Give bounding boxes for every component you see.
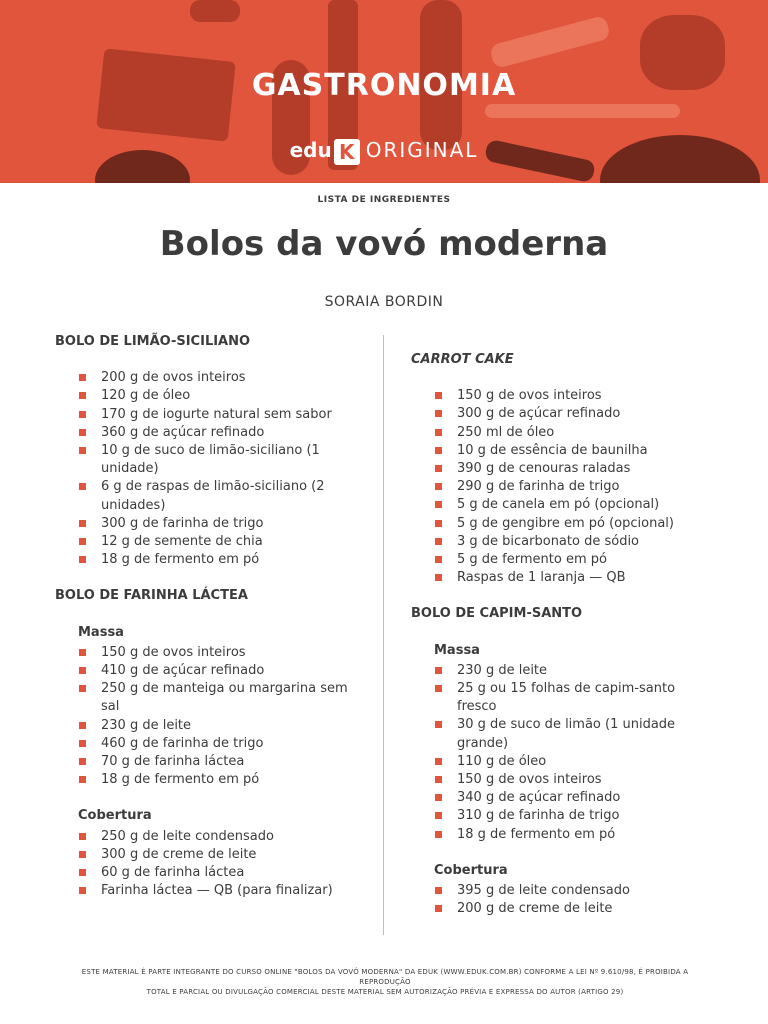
ingredient-item: 410 g de açúcar refinado (55, 662, 355, 680)
bullet-icon (435, 447, 442, 454)
bullet-icon (435, 667, 442, 674)
bullet-icon (79, 776, 86, 783)
bullet-icon (435, 410, 442, 417)
ingredient-item: 6 g de raspas de limão-siciliano (2 unidades) (55, 478, 355, 514)
ingredient-list (411, 662, 711, 844)
bullet-icon (435, 465, 442, 472)
ingredient-item: 25 g ou 15 folhas de capim-santo fresco (411, 680, 711, 716)
bullet-icon (79, 447, 86, 454)
brand-suffix: ORIGINAL (365, 138, 479, 162)
doc-kicker: LISTA DE INGREDIENTES (317, 195, 451, 205)
brand-prefix: edu (289, 138, 332, 162)
ingredient-list (411, 882, 711, 918)
ingredient-item: 395 g de leite condensado (411, 882, 711, 900)
bullet-icon (79, 429, 86, 436)
ingredient-item: 120 g de óleo (55, 387, 355, 405)
ingredient-item: 290 g de farinha de trigo (411, 478, 711, 496)
eduk-original-logo (0, 138, 768, 165)
bullet-icon (79, 556, 86, 563)
bullet-icon (79, 887, 86, 894)
copyright-footer (60, 967, 710, 997)
bullet-icon (79, 685, 86, 692)
ingredient-item: 200 g de ovos inteiros (55, 369, 355, 387)
ingredient-item: 18 g de fermento em pó (411, 826, 711, 844)
ingredient-item: 12 g de semente de chia (55, 533, 355, 551)
footer-line: TOTAL E PARCIAL OU DIVULGAÇÃO COMERCIAL DESTE MATERIAL SEM AUTORIZAÇÃO PRÉVIA E EXPRESSA DO AUTOR (ARTIGO 29) (146, 988, 624, 996)
bullet-icon (79, 411, 86, 418)
ingredient-item: 300 g de açúcar refinado (411, 405, 711, 423)
ingredient-item: 5 g de gengibre em pó (opcional) (411, 515, 711, 533)
ingredient-item: 300 g de farinha de trigo (55, 515, 355, 533)
recipe-title: BOLO DE FARINHA LÁCTEA (55, 588, 248, 604)
ingredient-item: 360 g de açúcar refinado (55, 424, 355, 442)
recipe-title: CARROT CAKE (411, 352, 514, 367)
bullet-icon (435, 520, 442, 527)
ingredient-item: 150 g de ovos inteiros (411, 771, 711, 789)
bullet-icon (435, 685, 442, 692)
bullet-icon (79, 667, 86, 674)
ingredient-item: 10 g de essência de baunilha (411, 442, 711, 460)
bullet-icon (435, 538, 442, 545)
bullet-icon (79, 649, 86, 656)
ingredient-item: 70 g de farinha láctea (55, 753, 355, 771)
ingredient-item: 10 g de suco de limão-siciliano (1 unidade) (55, 442, 355, 478)
ingredient-item: 250 ml de óleo (411, 424, 711, 442)
bullet-icon (79, 833, 86, 840)
ingredient-item: 150 g de ovos inteiros (55, 644, 355, 662)
ingredient-item: 340 g de açúcar refinado (411, 789, 711, 807)
ingredient-item: 5 g de canela em pó (opcional) (411, 496, 711, 514)
ingredient-item: Farinha láctea — QB (para finalizar) (55, 882, 355, 900)
doc-author: SORAIA BORDIN (324, 294, 444, 310)
ingredient-list (55, 828, 355, 901)
ingredient-list (411, 387, 711, 587)
ingredient-item: 310 g de farinha de trigo (411, 807, 711, 825)
right-column (411, 351, 711, 936)
ingredient-item: 250 g de leite condensado (55, 828, 355, 846)
bullet-icon (435, 831, 442, 838)
footer-line: ESTE MATERIAL É PARTE INTEGRANTE DO CURSO ONLINE "BOLOS DA VOVÓ MODERNA" DA EDUK (WWW.EDUK.COM.BR) CONFORME A LEI Nº 9.610/98, É PROIBIDA A REPRODUÇÃO (81, 968, 689, 986)
bullet-icon (435, 776, 442, 783)
bullet-icon (435, 429, 442, 436)
bullet-icon (435, 905, 442, 912)
bullet-icon (79, 538, 86, 545)
bullet-icon (79, 722, 86, 729)
ingredient-item: 230 g de leite (411, 662, 711, 680)
bullet-icon (79, 740, 86, 747)
ingredient-item: 60 g de farinha láctea (55, 864, 355, 882)
ingredient-item: Raspas de 1 laranja — QB (411, 569, 711, 587)
ingredient-item: 5 g de fermento em pó (411, 551, 711, 569)
bullet-icon (435, 574, 442, 581)
brand-k-icon: K (334, 139, 360, 165)
ingredient-item: 150 g de ovos inteiros (411, 387, 711, 405)
bullet-icon (79, 758, 86, 765)
bullet-icon (435, 501, 442, 508)
doc-title: Bolos da vovó moderna (159, 224, 609, 264)
ingredient-item: 30 g de suco de limão (1 unidade grande) (411, 716, 711, 752)
whisk-icon (485, 104, 680, 118)
ingredient-item: 110 g de óleo (411, 753, 711, 771)
ingredient-item: 200 g de creme de leite (411, 900, 711, 918)
ingredient-item: 170 g de iogurte natural sem sabor (55, 406, 355, 424)
left-column (55, 333, 355, 918)
bullet-icon (79, 851, 86, 858)
scissors-icon (190, 0, 240, 22)
subsection-title: Cobertura (434, 862, 508, 878)
juicer-icon (489, 15, 611, 69)
ingredient-item: 3 g de bicarbonato de sódio (411, 533, 711, 551)
ingredient-list (55, 369, 355, 569)
recipe-title: BOLO DE CAPIM-SANTO (411, 606, 583, 622)
subsection-title: Massa (78, 624, 124, 640)
bullet-icon (435, 483, 442, 490)
ingredient-item: 250 g de manteiga ou margarina sem sal (55, 680, 355, 716)
subsection-title: Massa (434, 642, 480, 658)
bullet-icon (79, 520, 86, 527)
bullet-icon (435, 721, 442, 728)
banner-title: GASTRONOMIA (251, 68, 517, 103)
bullet-icon (435, 812, 442, 819)
ingredient-item: 460 g de farinha de trigo (55, 735, 355, 753)
recipe-title: BOLO DE LIMÃO-SICILIANO (55, 334, 251, 349)
bullet-icon (435, 392, 442, 399)
subsection-title: Cobertura (78, 808, 152, 824)
bullet-icon (435, 794, 442, 801)
bullet-icon (435, 887, 442, 894)
header-banner (0, 0, 768, 183)
ingredient-item: 300 g de creme de leite (55, 846, 355, 864)
ingredient-item: 390 g de cenouras raladas (411, 460, 711, 478)
ingredient-list (55, 644, 355, 790)
ingredient-item: 18 g de fermento em pó (55, 771, 355, 789)
bullet-icon (79, 483, 86, 490)
column-divider (383, 335, 384, 935)
ingredient-item: 230 g de leite (55, 717, 355, 735)
bullet-icon (435, 556, 442, 563)
bullet-icon (79, 392, 86, 399)
bullet-icon (79, 374, 86, 381)
ingredient-item: 18 g de fermento em pó (55, 551, 355, 569)
bullet-icon (435, 758, 442, 765)
bullet-icon (79, 869, 86, 876)
